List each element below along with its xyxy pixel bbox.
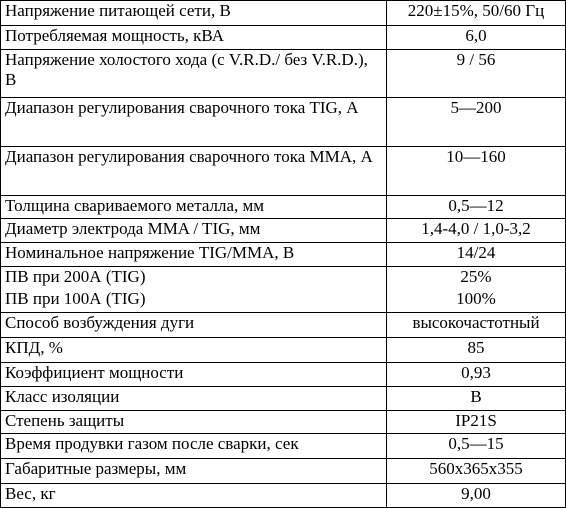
table-row — [1, 484, 566, 508]
table-row — [1, 386, 566, 410]
spec-label: Номинальное напряжение TIG/MMA, В — [1, 243, 387, 267]
spec-value: высокочастотный — [387, 313, 566, 338]
table-row — [1, 49, 566, 98]
spec-value: 220±15%, 50/60 Гц — [387, 1, 566, 26]
spec-value: 100% — [387, 289, 566, 313]
spec-value: 9 / 56 — [387, 49, 566, 98]
spec-value: 14/24 — [387, 243, 566, 267]
spec-label: Вес, кг — [1, 484, 387, 508]
spec-value: 1,4-4,0 / 1,0-3,2 — [387, 219, 566, 243]
spec-label: КПД, % — [1, 338, 387, 363]
spec-value: 0,5—12 — [387, 195, 566, 219]
spec-label: Класс изоляции — [1, 386, 387, 410]
spec-label: Толщина свариваемого металла, мм — [1, 195, 387, 219]
spec-value: B — [387, 386, 566, 410]
spec-value: IP21S — [387, 410, 566, 434]
spec-label: Коэффициент мощности — [1, 363, 387, 387]
table-row — [1, 410, 566, 434]
spec-label: Диапазон регулирования сварочного тока ММА, А — [1, 146, 387, 195]
table-row — [1, 363, 566, 387]
table-row — [1, 313, 566, 338]
specifications-body — [1, 1, 566, 508]
spec-value: 6,0 — [387, 25, 566, 49]
spec-value: 9,00 — [387, 484, 566, 508]
spec-label: Напряжение холостого хода (с V.R.D./ без V.R.D.), В — [1, 49, 387, 98]
table-row — [1, 338, 566, 363]
table-row — [1, 98, 566, 147]
table-row — [1, 289, 566, 313]
spec-value: 0,5—15 — [387, 434, 566, 459]
table-row — [1, 25, 566, 49]
table-row — [1, 1, 566, 26]
spec-label: Время продувки газом после сварки, сек — [1, 434, 387, 459]
spec-label: ПВ при 200А (TIG) — [1, 266, 387, 289]
spec-label: Напряжение питающей сети, В — [1, 1, 387, 26]
table-row — [1, 219, 566, 243]
table-row — [1, 266, 566, 289]
spec-value: 10—160 — [387, 146, 566, 195]
table-row — [1, 146, 566, 195]
spec-label: ПВ при 100А (TIG) — [1, 289, 387, 313]
spec-label: Диапазон регулирования сварочного тока TIG, А — [1, 98, 387, 147]
spec-label: Степень защиты — [1, 410, 387, 434]
spec-label: Способ возбуждения дуги — [1, 313, 387, 338]
table-row — [1, 434, 566, 459]
table-row — [1, 243, 566, 267]
spec-label: Диаметр электрода MMA / TIG, мм — [1, 219, 387, 243]
spec-value: 0,93 — [387, 363, 566, 387]
table-row — [1, 459, 566, 484]
spec-label: Потребляемая мощность, кВА — [1, 25, 387, 49]
spec-value: 5—200 — [387, 98, 566, 147]
spec-value: 560x365x355 — [387, 459, 566, 484]
spec-label: Габаритные размеры, мм — [1, 459, 387, 484]
spec-value: 85 — [387, 338, 566, 363]
table-row — [1, 195, 566, 219]
spec-value: 25% — [387, 266, 566, 289]
